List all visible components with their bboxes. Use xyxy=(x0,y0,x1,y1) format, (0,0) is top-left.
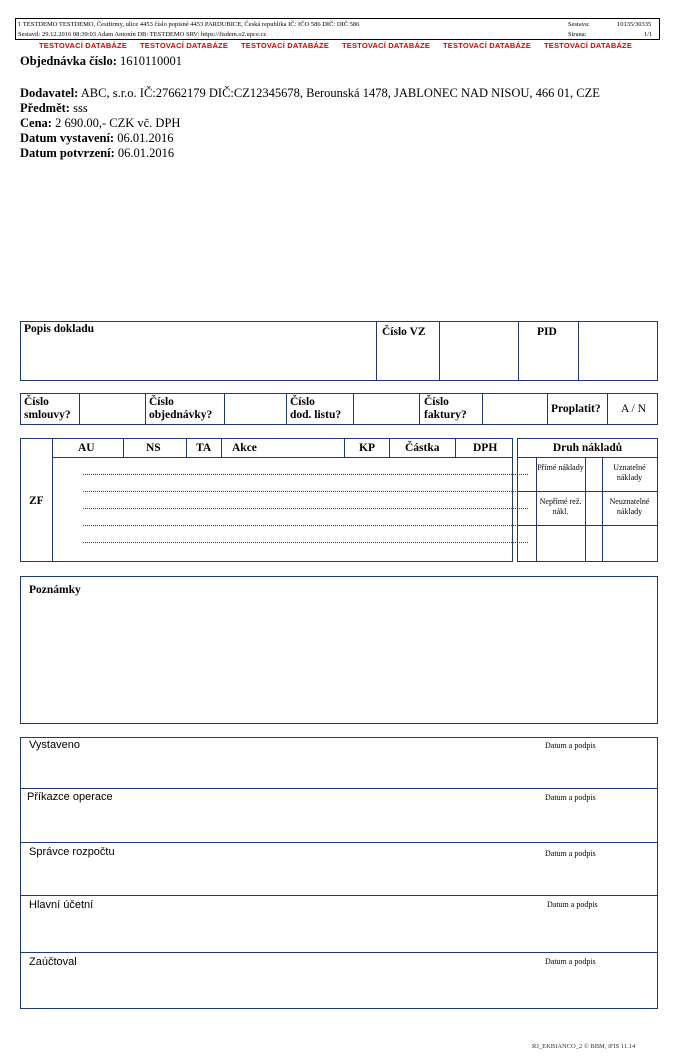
price xyxy=(20,116,180,131)
signature-date-label: Datum a podpis xyxy=(547,900,598,909)
cislo-smlouvy-label: Číslo smlouvy? xyxy=(24,396,71,421)
test-database-watermark xyxy=(0,41,680,51)
confirmed-value: 06.01.2016 xyxy=(117,146,175,160)
reference-numbers-row xyxy=(20,393,658,425)
watermark-text: TESTOVACÍ DATABÁZE xyxy=(241,41,330,50)
signature-label-prikazce: Příkazce operace xyxy=(27,791,113,803)
issued-label: Datum vystavení: xyxy=(20,131,115,145)
supplier-label: Dodavatel: xyxy=(20,86,79,100)
signature-date-label: Datum a podpis xyxy=(545,957,596,966)
watermark-text: TESTOVACÍ DATABÁZE xyxy=(342,41,431,50)
column-ta: TA xyxy=(196,442,212,454)
watermark-text: TESTOVACÍ DATABÁZE xyxy=(39,41,128,50)
order-number-value: 1610110001 xyxy=(120,54,183,68)
confirmed-date xyxy=(20,146,174,161)
popis-dokladu-label: Popis dokladu xyxy=(24,323,94,335)
signature-label-hlavni-ucetni: Hlavní účetní xyxy=(29,899,94,911)
issued-date xyxy=(20,131,173,146)
header-author-line: Sestavil: 29.12.2016 08:39:03 Adam Antonín DB: TESTDEMO SRV: https://fisdem.o2.upce.cz xyxy=(18,31,267,38)
column-au: AU xyxy=(78,442,95,454)
sestava-label: Sestava: xyxy=(568,21,590,28)
prime-naklady-label: Přímé náklady xyxy=(537,463,584,472)
cislo-vz-label: Číslo VZ xyxy=(382,326,426,338)
order-number-label: Objednávka číslo: xyxy=(20,54,117,68)
order-number xyxy=(20,54,182,69)
column-ns: NS xyxy=(146,442,161,454)
signature-date-label: Datum a podpis xyxy=(545,849,596,858)
watermark-text: TESTOVACÍ DATABÁZE xyxy=(544,41,633,50)
column-castka: Částka xyxy=(405,442,440,454)
signature-date-label: Datum a podpis xyxy=(545,741,596,750)
signature-label-spravce: Správce rozpočtu xyxy=(29,846,115,858)
price-label: Cena: xyxy=(20,116,52,130)
column-akce: Akce xyxy=(232,442,257,454)
proplatit-options: A / N xyxy=(621,403,646,415)
signatures-box xyxy=(20,737,658,1009)
neuznatelne-naklady-label: Neuznatelné náklady xyxy=(609,497,650,516)
signature-date-label: Datum a podpis xyxy=(545,793,596,802)
proplatit-label: Proplatit? xyxy=(551,403,601,415)
signature-label-vystaveno: Vystaveno xyxy=(29,739,80,751)
cislo-dod-listu-label: Číslo dod. listu? xyxy=(290,396,342,421)
cislo-faktury-label: Číslo faktury? xyxy=(424,396,467,421)
sestava-value: 10135/30335 xyxy=(617,21,652,28)
document-description-box xyxy=(20,321,658,381)
cislo-objednavky-label: Číslo objednávky? xyxy=(149,396,213,421)
cost-type-table xyxy=(517,438,658,562)
supplier xyxy=(20,86,600,101)
signature-label-zauctoval: Zaúčtoval xyxy=(29,956,77,968)
subject-value: sss xyxy=(73,101,88,115)
header-company-line: 1 TESTDEMO TESTDEMO, Čestfirmy, ulice 4453 číslo popisné 4453 PARDUBICE, Česká republika IČ: IČO 586 DIČ: DIČ 586 xyxy=(18,21,360,28)
price-value: 2 690.00,- CZK vč. DPH xyxy=(55,116,181,130)
column-dph: DPH xyxy=(473,442,498,454)
column-kp: KP xyxy=(359,442,375,454)
confirmed-label: Datum potvrzení: xyxy=(20,146,115,160)
zf-table xyxy=(20,438,513,562)
poznamky-label: Poznámky xyxy=(29,584,81,596)
subject-label: Předmět: xyxy=(20,101,70,115)
zf-label: ZF xyxy=(29,495,44,507)
uznatelne-naklady-label: Uznatelné náklady xyxy=(613,463,646,482)
strana-value: 1/1 xyxy=(644,31,653,38)
druh-nakladu-title: Druh nákladů xyxy=(552,442,623,454)
report-header xyxy=(15,18,660,40)
supplier-value: ABC, s.r.o. IČ:27662179 DIČ:CZ12345678, Berounská 1478, JABLONEC NAD NISOU, 466 01, CZE xyxy=(80,86,600,100)
watermark-text: TESTOVACÍ DATABÁZE xyxy=(443,41,532,50)
pid-label: PID xyxy=(537,326,557,338)
notes-box xyxy=(20,576,658,724)
strana-label: Strana: xyxy=(568,31,587,38)
report-footer: RJ_EKBIANCO_2 © BBM, iFIS 11.14 xyxy=(532,1043,636,1050)
watermark-text: TESTOVACÍ DATABÁZE xyxy=(140,41,229,50)
issued-value: 06.01.2016 xyxy=(117,131,174,145)
subject xyxy=(20,101,88,116)
neprime-naklady-label: Nepřímé rež. nákl. xyxy=(539,497,582,516)
